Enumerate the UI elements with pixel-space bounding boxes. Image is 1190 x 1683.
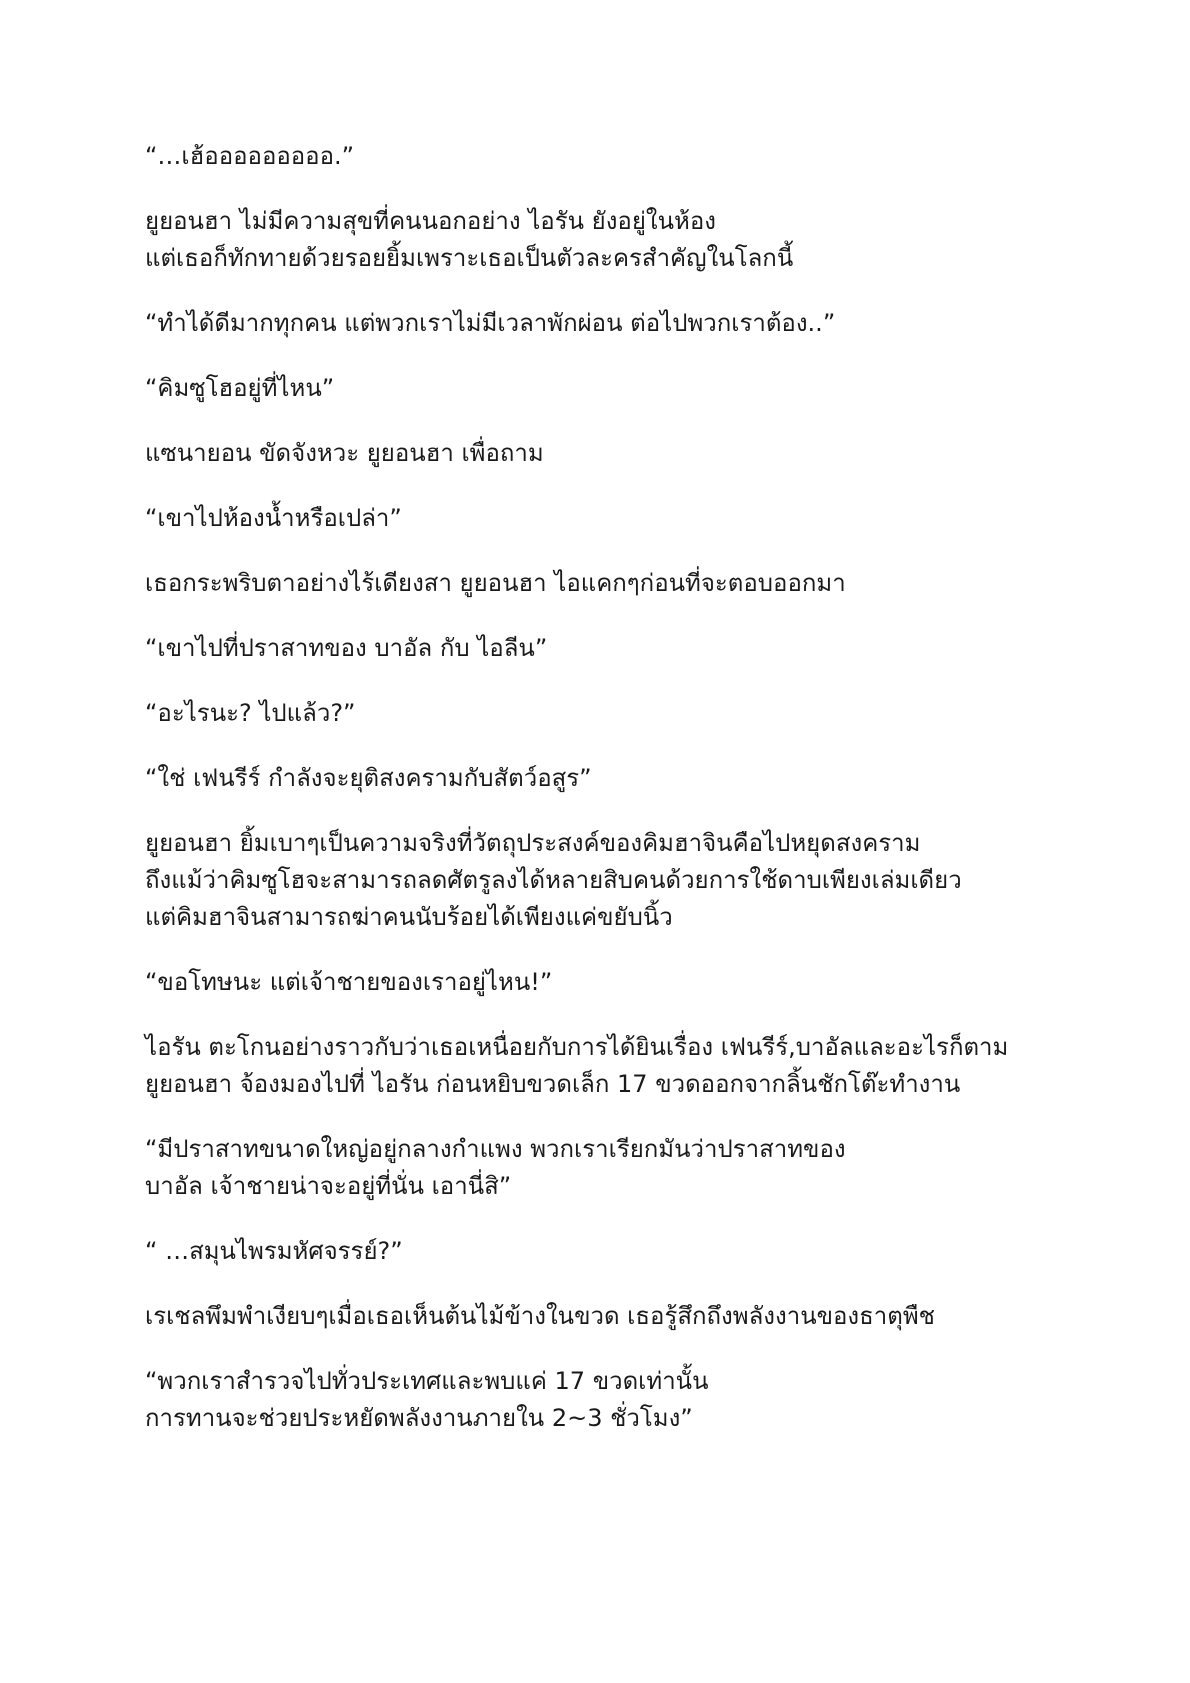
paragraph-11: ยูยอนฮา ยิ้มเบาๆเป็นความจริงที่วัตถุประสงค์ของคิมฮาจินคือไปหยุดสงคราม ถึงแม้ว่าคิมซูโฮจะสามารถลดศัตรูลงได้หลายสิบคนด้วยการใช้ดาบเพียงเล่มเดียว แต่คิมฮาจินสามารถฆ่าคนนับร้อยได้เพียงแค่ขยับนิ้ว: [145, 829, 962, 931]
paragraph-7: เธอกระพริบตาอย่างไร้เดียงสา ยูยอนฮา ไอแคกๆก่อนที่จะตอบออกมา: [145, 569, 846, 597]
paragraph-1: “…เฮ้อออออออออ.”: [145, 142, 355, 170]
paragraph-6: “เขาไปห้องน้ำหรือเปล่า”: [145, 504, 402, 532]
paragraph-15: “ …สมุนไพรมหัศจรรย์?”: [145, 1237, 403, 1265]
paragraph-12: “ขอโทษนะ แต่เจ้าชายของเราอยู่ไหน!”: [145, 968, 553, 996]
paragraph-3: “ทำได้ดีมากทุกคน แต่พวกเราไม่มีเวลาพักผ่อน ต่อไปพวกเราต้อง..”: [145, 309, 836, 337]
paragraph-14: “มีปราสาทขนาดใหญ่อยู่กลางกำแพง พวกเราเรียกมันว่าปราสาทของ บาอัล เจ้าชายน่าจะอยู่ที่นั่น เอานี่สิ”: [145, 1135, 846, 1200]
paragraph-16: เรเชลพึมพำเงียบๆเมื่อเธอเห็นต้นไม้ข้างในขวด เธอรู้สึกถึงพลังงานของธาตุพืช: [145, 1302, 935, 1330]
paragraph-10: “ใช่ เฟนรีร์ กำลังจะยุติสงครามกับสัตว์อสูร”: [145, 764, 592, 792]
paragraph-4: “คิมซูโฮอยู่ที่ไหน”: [145, 374, 335, 402]
paragraph-5: แซนายอน ขัดจังหวะ ยูยอนฮา เพื่อถาม: [145, 439, 544, 467]
paragraph-8: “เขาไปที่ปราสาทของ บาอัล กับ ไอลีน”: [145, 634, 548, 662]
paragraph-2: ยูยอนฮา ไม่มีความสุขที่คนนอกอย่าง ไอรัน ยังอยู่ในห้อง แต่เธอก็ทักทายด้วยรอยยิ้มเพราะเธอเป็นตัวละครสำคัญในโลกนี้: [145, 207, 794, 272]
paragraph-17: “พวกเราสำรวจไปทั่วประเทศและพบแค่ 17 ขวดเท่านั้น การทานจะช่วยประหยัดพลังงานภายใน 2~3 ชั่วโมง”: [145, 1367, 709, 1432]
paragraph-13: ไอรัน ตะโกนอย่างราวกับว่าเธอเหนื่อยกับการได้ยินเรื่อง เฟนรีร์,บาอัลและอะไรก็ตาม ยูยอนฮา จ้องมองไปที่ ไอรัน ก่อนหยิบขวดเล็ก 17 ขวดออกจากลิ้นชักโต๊ะทำงาน: [145, 1033, 1009, 1098]
paragraph-9: “อะไรนะ? ไปแล้ว?”: [145, 699, 356, 727]
